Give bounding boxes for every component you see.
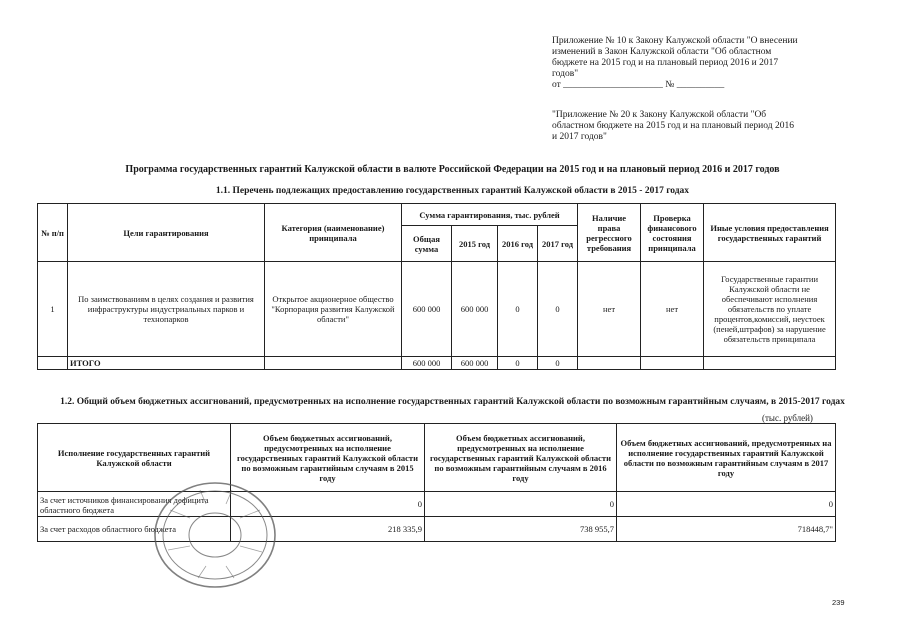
cell-num: 1: [38, 262, 68, 357]
header-purpose: Цели гарантирования: [68, 204, 265, 262]
total-sum: 600 000: [402, 357, 452, 370]
row-label: За счет источников финансирования дефицита областного бюджета: [38, 492, 231, 517]
cell-check: нет: [641, 262, 704, 357]
row-label: За счет расходов областного бюджета: [38, 517, 231, 542]
appendix-line: Приложение № 10 к Закону Калужской области "О внесении: [552, 36, 798, 46]
appendix-line: бюджете на 2015 год и на плановый период 2016 и 2017: [552, 58, 779, 68]
header-2017: 2017 год: [538, 226, 578, 262]
header-2015: 2015 год: [452, 226, 498, 262]
cell-total: 600 000: [402, 262, 452, 357]
total-row: [38, 357, 836, 370]
appendix-line: областном бюджете на 2015 год и на плановый период 2016: [552, 121, 794, 131]
header-check: Проверка финансового состояния принципала: [641, 204, 704, 262]
section2-title: 1.2. Общий объем бюджетных ассигнований, предусмотренных на исполнение государственных гарантий Калужской области по возможным гарантийным случаям, в 2015-2017 годах: [60, 397, 845, 407]
total-label: ИТОГО: [68, 357, 265, 370]
row-2015: 218 335,9: [231, 517, 425, 542]
header-other: Иные условия предоставления государственных гарантий: [704, 204, 836, 262]
document-title: Программа государственных гарантий Калужской области в валюте Российской Федерации на 2015 год и на плановый период 2016 и 2017 годов: [125, 164, 780, 175]
appendix-line: изменений в Закон Калужской области "Об областном: [552, 47, 772, 57]
appendix-line: "Приложение № 20 к Закону Калужской области "Об: [552, 110, 767, 120]
header-num: № п/п: [38, 204, 68, 262]
total-2016: 0: [498, 357, 538, 370]
header-regress: Наличие права регрессного требования: [578, 204, 641, 262]
header-alloc-2017: Объем бюджетных ассигнований, предусмотренных на исполнение государственных гарантий Калужской области по возможным гарантийным случаям в 2017 году: [617, 424, 836, 492]
appendix-line: и 2017 годов": [552, 132, 607, 142]
row-2017: 718448,7": [617, 517, 836, 542]
cell-regress: нет: [578, 262, 641, 357]
header-amount: Сумма гарантирования, тыс. рублей: [402, 204, 578, 226]
cell-purpose: По заимствованиям в целях создания и развития инфраструктуры индустриальных парков и технопарков: [68, 262, 265, 357]
appendix-note-1: [552, 36, 822, 91]
total-2017: 0: [538, 357, 578, 370]
stamp-seal: [150, 480, 280, 590]
table-row: [38, 262, 836, 357]
cell-2015: 600 000: [452, 262, 498, 357]
header-total: Общая сумма: [402, 226, 452, 262]
cell-2017: 0: [538, 262, 578, 357]
cell-other: Государственные гарантии Калужской области не обеспечивают исполнения обязательств по уплате процентов,комиссий, неустоек (пеней,штрафов) за нарушение обязательств принципала: [704, 262, 836, 357]
section1-title: 1.1. Перечень подлежащих предоставлению государственных гарантий Калужской области в 2015 - 2017 годах: [215, 186, 690, 196]
header-principal: Категория (наименование) принципала: [265, 204, 402, 262]
cell-2016: 0: [498, 262, 538, 357]
row-2015: 0: [231, 492, 425, 517]
header-2016: 2016 год: [498, 226, 538, 262]
appendix-line: годов": [552, 69, 579, 79]
from-line: от _____________________ № __________: [552, 80, 725, 90]
row-2017: 0: [617, 492, 836, 517]
appendix-note-2: [552, 110, 822, 143]
header-alloc-2016: Объем бюджетных ассигнований, предусмотренных на исполнение государственных гарантий Калужской области по возможным гарантийным случаям в 2016 году: [425, 424, 617, 492]
total-2015: 600 000: [452, 357, 498, 370]
units-label: (тыс. рублей): [762, 413, 813, 423]
row-2016: 738 955,7: [425, 517, 617, 542]
row-2016: 0: [425, 492, 617, 517]
header-execution: Исполнение государственных гарантий Калужской области: [38, 424, 231, 492]
guarantees-table: [37, 203, 836, 370]
header-alloc-2015: Объем бюджетных ассигнований, предусмотренных на исполнение государственных гарантий Калужской области по возможным гарантийным случаям в 2015 году: [231, 424, 425, 492]
cell-principal: Открытое акционерное общество "Корпорация развития Калужской области": [265, 262, 402, 357]
page-number: 239: [832, 598, 845, 607]
